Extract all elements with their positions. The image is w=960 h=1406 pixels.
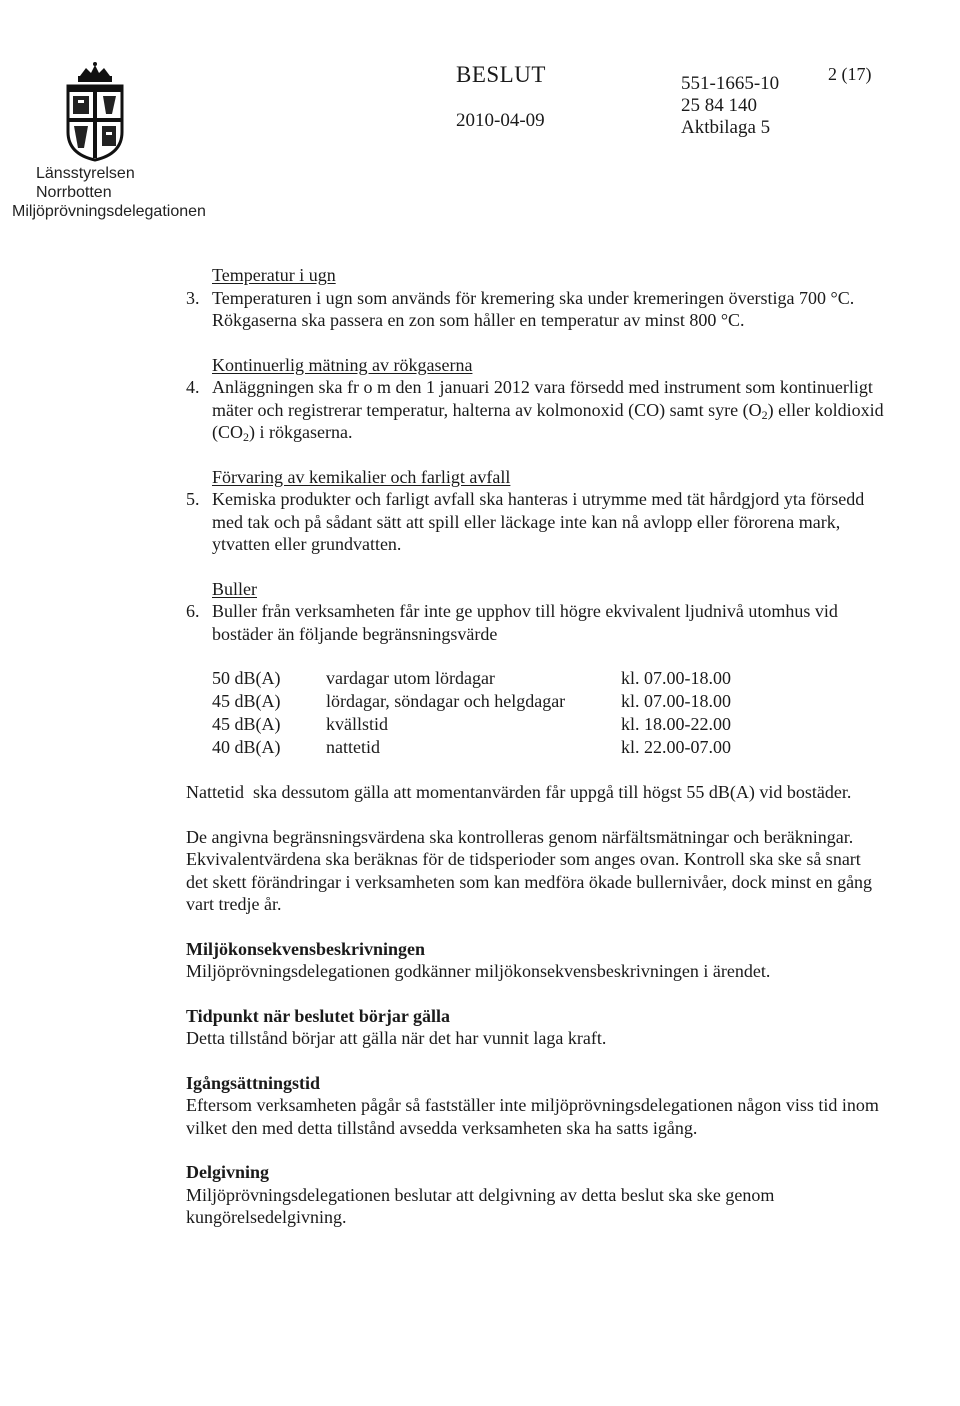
noise-level: 40 dB(A) <box>212 737 281 757</box>
case-number: 551-1665-10 <box>681 73 780 94</box>
noise-level: 45 dB(A) <box>212 714 281 734</box>
condition-text: Temperaturen i ugn som används för kremering ska under kremeringen överstiga 700 °C. Rökgaserna ska passera en zon som håller en temperatur av minst 800 °C. <box>212 287 855 330</box>
section-heading-start-time: Igångsättningstid <box>186 1072 321 1093</box>
noise-level: 45 dB(A) <box>212 691 281 711</box>
page-number: 2 (17) <box>828 64 872 84</box>
noise-period: nattetid <box>326 737 380 757</box>
document-type: BESLUT <box>456 62 546 87</box>
noise-level: 50 dB(A) <box>212 668 281 688</box>
section-heading-measurement: Kontinuerlig mätning av rökgaserna <box>212 354 473 375</box>
section-heading-noise: Buller <box>212 578 257 599</box>
document-body <box>186 264 886 1229</box>
section-heading-notification: Delgivning <box>186 1162 270 1182</box>
paragraph-notification: Miljöprövningsdelegationen beslutar att delgivning av detta beslut ska ske genom kungörelsedelgivning. <box>186 1184 775 1227</box>
condition-text: Anläggningen ska fr o m den 1 januari 2012 vara försedd med instrument som kontinuerligt mäter och registrerar temperatur, halterna av kolmonoxid (CO) samt syre $(O_2)$ eller koldioxid $(CO_2)$ i rökgaserna. <box>212 377 884 444</box>
registry-number: 25 84 140 <box>681 95 757 116</box>
condition-number: 3. <box>186 287 200 308</box>
noise-limits-table <box>212 667 731 759</box>
section-heading-storage: Förvaring av kemikalier och farligt avfall <box>212 466 511 487</box>
noise-time: kl. 18.00-22.00 <box>621 714 731 734</box>
condition-number: 4. <box>186 377 200 397</box>
paragraph-start-time: Eftersom verksamheten pågår så fastställer inte miljöprövningsdelegationen någon viss tid inom vilket den med detta tillstånd avsedda verksamheten ska ha satts igång. <box>186 1095 879 1138</box>
paragraph-eia: Miljöprövningsdelegationen godkänner miljökonsekvensbeskrivningen i ärendet. <box>186 961 771 981</box>
section-heading-effective-date: Tidpunkt när beslutet börjar gälla <box>186 1005 451 1026</box>
condition-number: 6. <box>186 601 200 621</box>
document-date: 2010-04-09 <box>456 110 545 131</box>
attachment-label: Aktbilaga 5 <box>681 117 771 138</box>
condition-number: 5. <box>186 489 200 509</box>
paragraph-night-limit: Nattetid ska dessutom gälla att momentanvärden får uppgå till högst 55 dB(A) vid bostäder. <box>186 782 852 802</box>
condition-3 <box>186 287 886 332</box>
condition-text: Buller från verksamheten får inte ge upphov till högre ekvivalent ljudnivå utomhus vid bostäder än följande begränsningsvärde <box>212 601 838 644</box>
table-row <box>212 713 731 736</box>
condition-5 <box>186 488 886 556</box>
reference-block <box>681 73 779 139</box>
paragraph-noise-control: De angivna begränsningsvärdena ska kontrolleras genom närfältsmätningar och beräkningar. Ekvivalentvärdena ska beräknas för de tidsperioder som anges ovan. Kontroll ska ske så snart det skett förändringar i verksamheten som kan medföra ökade bullernivåer, dock minst en gång vart tredje år. <box>186 826 873 914</box>
section-heading-temperature: Temperatur i ugn <box>212 265 336 285</box>
condition-4 <box>186 376 886 444</box>
org-department: Miljöprövningsdelegationen <box>12 203 206 220</box>
condition-text: Kemiska produkter och farligt avfall ska hanteras i utrymme med tät hårdgjord yta försedd med tak och på sådant sätt att spill eller läckage inte kan nå avlopp eller förorena mark, ytvatten eller grundvatten. <box>212 489 865 554</box>
org-county: Norrbotten <box>36 184 112 201</box>
noise-period: vardagar utom lördagar <box>326 668 495 688</box>
noise-time: kl. 22.00-07.00 <box>621 737 731 757</box>
condition-6 <box>186 600 886 645</box>
org-name: Länsstyrelsen <box>36 165 135 182</box>
paragraph-effective-date: Detta tillstånd börjar att gälla när det har vunnit laga kraft. <box>186 1028 607 1048</box>
section-heading-eia: Miljökonsekvensbeskrivningen <box>186 938 426 959</box>
noise-period: kvällstid <box>326 714 388 734</box>
organization-block <box>12 164 206 221</box>
noise-period: lördagar, söndagar och helgdagar <box>326 691 566 711</box>
noise-time: kl. 07.00-18.00 <box>621 668 731 688</box>
coat-of-arms-logo <box>60 62 130 162</box>
noise-time: kl. 07.00-18.00 <box>621 691 731 711</box>
table-row <box>212 736 731 759</box>
table-row <box>212 690 731 713</box>
table-row <box>212 667 731 690</box>
